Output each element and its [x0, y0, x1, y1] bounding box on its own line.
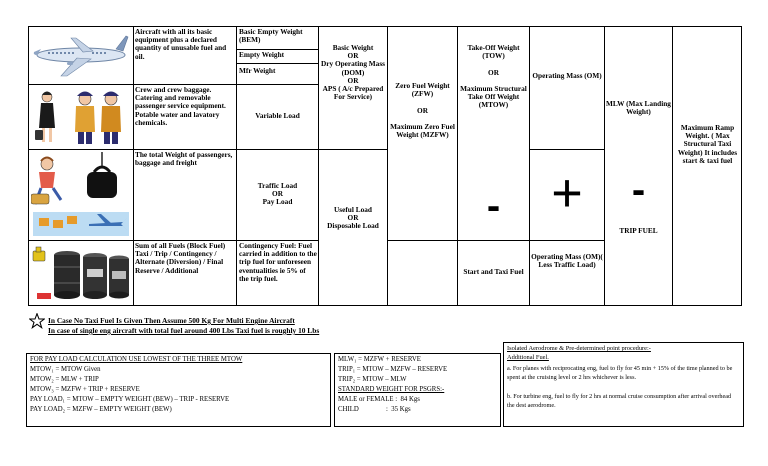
- aircraft-description: Aircraft with all its basic equipment plus a declared quantity of unusable fuel and oil.: [135, 27, 227, 61]
- fuel-barrels-icon: [31, 243, 131, 303]
- row-line: [318, 149, 387, 150]
- col-line: [387, 26, 388, 306]
- turbine-engine-rule: b. For turbine eng, fuel to fly for 2 hrs at normal cruise consumption after arrival overhead the dest aerodrome.: [507, 393, 732, 409]
- operating-mass-label: Operating Mass (OM): [532, 71, 602, 80]
- row-line: [529, 240, 604, 241]
- col-line: [672, 26, 673, 306]
- row-line: [387, 240, 457, 241]
- trip1-line: TRIP₁ = MTOW – MZFW – RESERVE: [338, 366, 448, 373]
- trip2-line: TRIP₂ = MTOW – MLW: [338, 376, 407, 383]
- row-line: [236, 63, 318, 64]
- basic-weight-label: Basic Weight OR Dry Operating Mass (DOM) OR APS ( A/c Prepared For Service): [320, 43, 386, 102]
- row-line: [529, 149, 604, 150]
- payload2-line: PAY LOAD₂ = MZFW – EMPTY WEIGHT (BEW): [30, 406, 172, 413]
- plus-sign: +: [551, 163, 583, 223]
- max-ramp-weight-label: Maximum Ramp Weight. ( Max Structural Taxi Weight) It includes start & taxi fuel: [677, 123, 738, 165]
- crew-icon: [33, 88, 129, 146]
- take-off-weight-label: Take-Off Weight (TOW) OR Maximum Structural Take Off Weight (MTOW): [460, 43, 527, 110]
- mtow3-line: MTOW₃ = MZFW + TRIP + RESERVE: [30, 386, 140, 393]
- mtow1-line: MTOW₁ = MTOW Given: [30, 366, 101, 373]
- taxi-fuel-note: In Case No Taxi Fuel Is Given Then Assume 500 Kg For Multi Engine Aircraft: [48, 316, 295, 325]
- aircraft-icon: [31, 30, 129, 80]
- payload1-line: PAY LOAD₁ = MTOW – EMPTY WEIGHT (BEW) – TRIP - RESERVE: [30, 396, 230, 403]
- trip-fuel-label: TRIP FUEL: [619, 226, 658, 235]
- minus-sign: -: [486, 184, 501, 228]
- mfr-weight-label: Mfr Weight: [239, 66, 276, 75]
- child-weight: CHILD : 35 Kgs: [338, 406, 411, 413]
- col-line: [133, 26, 134, 306]
- isolated-aerodrome-title: Isolated Aerodrome & Pre-determined point procedure:-: [507, 345, 651, 352]
- male-female-weight: MALE or FEMALE : 84 Kgs: [338, 396, 420, 403]
- contingency-fuel-label: Contingency Fuel: Fuel carried in addition to the trip fuel for unforeseen eventualities ie 5% of the trip fuel.: [239, 241, 317, 283]
- mtow2-line: MTOW₂ = MLW + TRIP: [30, 376, 99, 383]
- traffic-load-label: Traffic Load OR Pay Load: [257, 181, 298, 207]
- useful-load-label: Useful Load OR Disposable Load: [327, 205, 379, 231]
- zero-fuel-weight-label: Zero Fuel Weight (ZFW) OR Maximum Zero Fuel Weight (MZFW): [390, 81, 455, 140]
- reciprocating-engine-rule: a. For planes with reciprocating eng, fuel to fly for 45 min + 15% of the time planned to be spent at the cruising level or 2 hrs whichever is less.: [507, 365, 733, 381]
- baggage-icon: [31, 152, 131, 238]
- empty-weight-label: Empty Weight: [239, 50, 285, 59]
- row-line: [457, 240, 529, 241]
- payload-title: FOR PAY LOAD CALCULATION USE LOWEST OF THE THREE MTOW: [30, 356, 243, 363]
- minus-sign-2: -: [631, 168, 646, 212]
- variable-load-label: Variable Load: [255, 111, 300, 120]
- crew-description: Crew and crew baggage. Catering and removable passenger service equipment. Potable water and lavatory chemicals.: [135, 85, 226, 127]
- additional-fuel-subtitle: Additional Fuel.: [507, 354, 549, 361]
- standard-weight-title: STANDARD WEIGHT FOR PSGRS:-: [338, 386, 445, 393]
- mlw-label: MLW (Max Landing Weight): [606, 99, 671, 117]
- start-taxi-fuel-label: Start and Taxi Fuel: [463, 267, 524, 276]
- operating-mass-less-label: Operating Mass (OM)( Less Traffic Load): [531, 252, 603, 270]
- col-line: [236, 26, 237, 306]
- col-line: [604, 26, 605, 306]
- mlw1-line: MLW₁ = MZFW + RESERVE: [338, 356, 421, 363]
- star-icon: [29, 313, 45, 329]
- single-engine-note: In case of single eng aircraft with total fuel around 400 Lbs Taxi fuel is roughly 10 Lbs: [48, 326, 320, 335]
- passengers-description: The total Weight of passengers, baggage and freight: [135, 150, 233, 168]
- fuels-description: Sum of all Fuels (Block Fuel) Taxi / Trip / Contingency / Alternate (Diversion) / Final Reserve / Additional: [135, 241, 226, 275]
- bem-label: Basic Empty Weight (BEM): [239, 27, 303, 45]
